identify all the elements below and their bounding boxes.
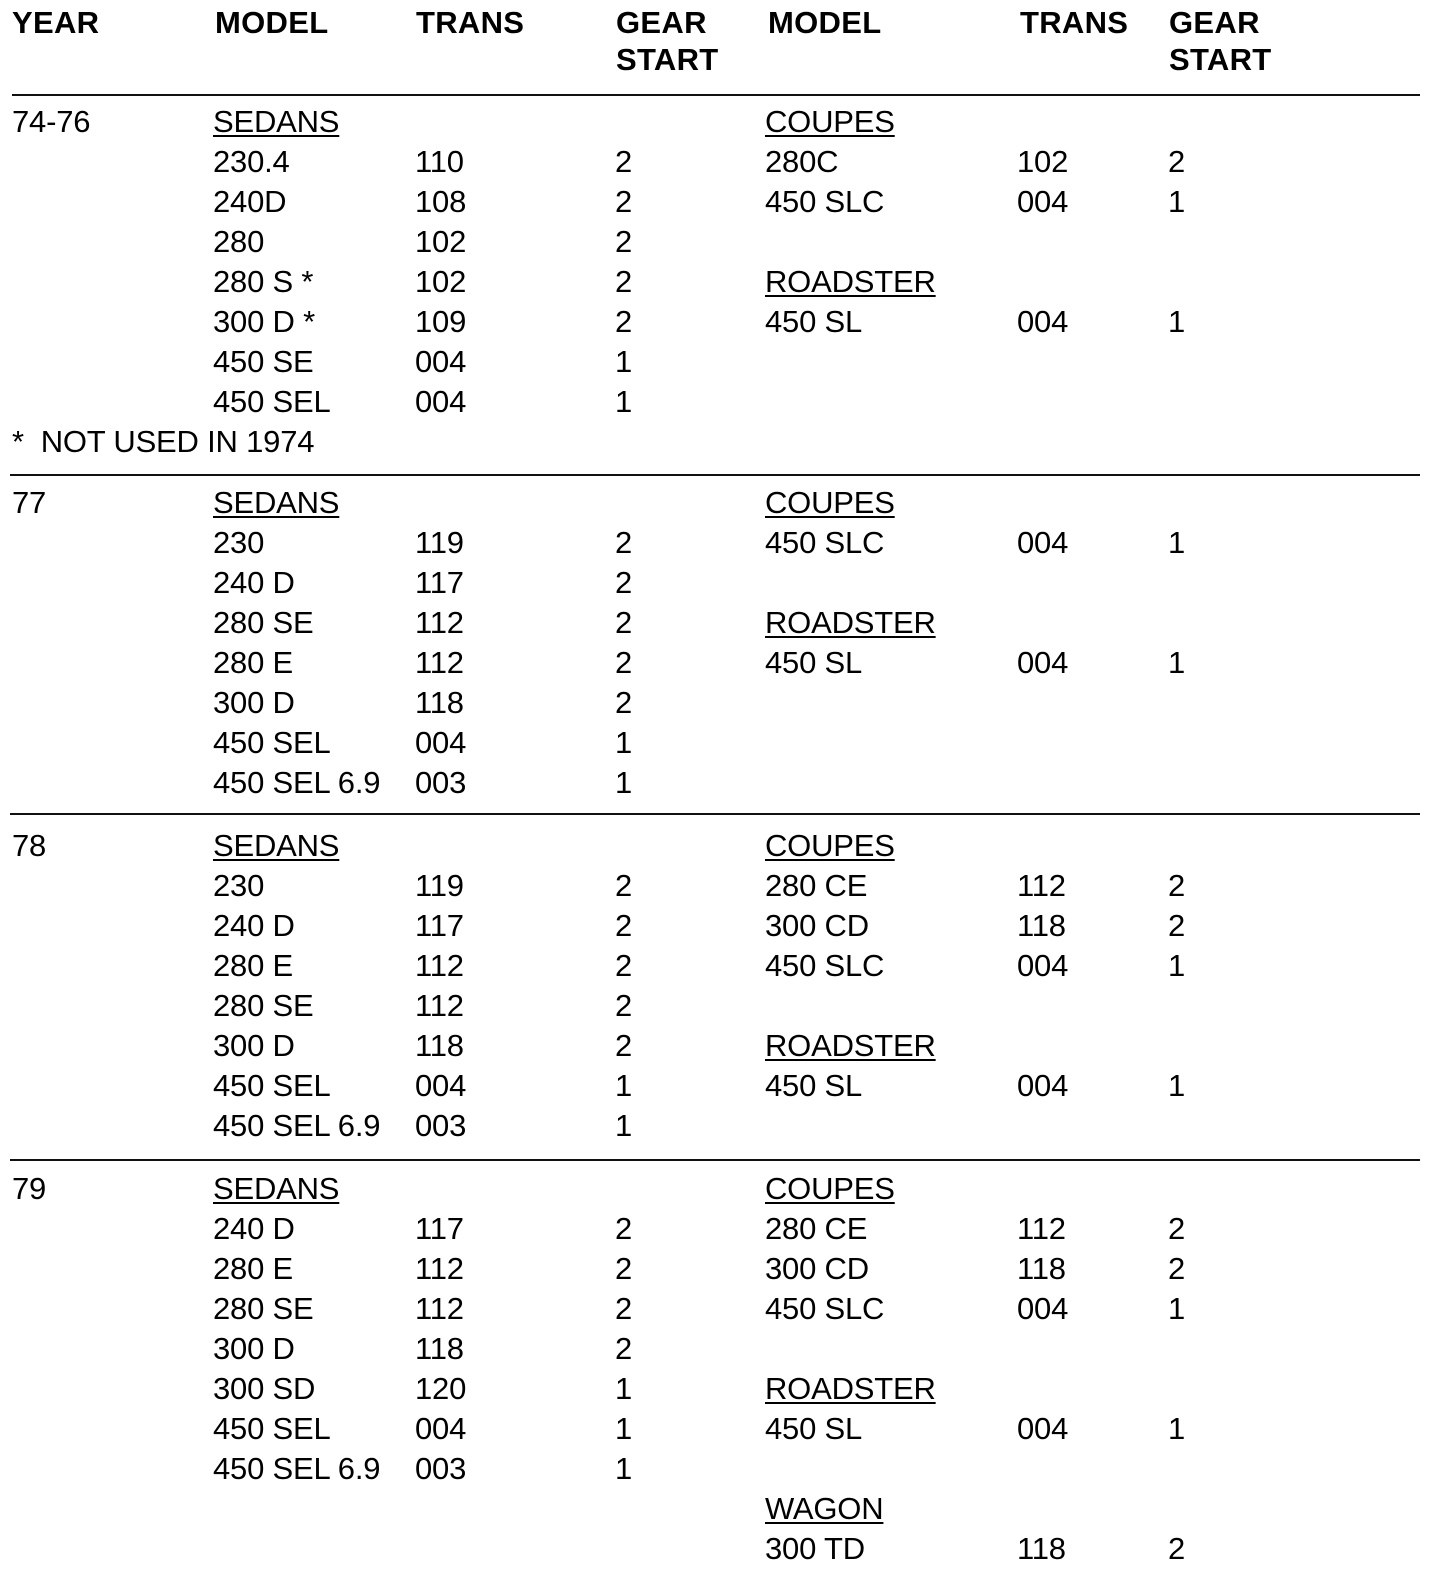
model-cell: 280 SE <box>213 988 314 1023</box>
model-cell: 280 CE <box>765 1211 868 1246</box>
trans-cell: 118 <box>1017 1531 1066 1566</box>
model-cell: 280 E <box>213 948 294 983</box>
model-cell: 280 E <box>213 645 294 680</box>
group-heading: COUPES <box>765 828 895 863</box>
model-cell: 240D <box>213 184 287 219</box>
model-cell: 450 SL <box>765 1411 863 1446</box>
gear-start-cell: 1 <box>1168 948 1186 983</box>
group-heading: ROADSTER <box>765 1371 936 1406</box>
gear-start-cell: 2 <box>1168 908 1186 943</box>
model-cell: 230 <box>213 868 265 903</box>
trans-cell: 118 <box>415 685 464 720</box>
trans-cell: 004 <box>415 725 467 760</box>
trans-cell: 120 <box>415 1371 467 1406</box>
group-heading: SEDANS <box>213 104 340 139</box>
trans-cell: 112 <box>415 988 464 1023</box>
group-heading: COUPES <box>765 1171 895 1206</box>
gear-start-cell: 2 <box>615 565 633 600</box>
gear-start-cell: 1 <box>615 1371 633 1406</box>
header-rule <box>12 94 1420 96</box>
gear-start-cell: 1 <box>615 1108 633 1143</box>
gear-start-cell: 1 <box>1168 304 1186 339</box>
trans-cell: 112 <box>415 645 464 680</box>
section-rule <box>10 813 1420 815</box>
group-heading: ROADSTER <box>765 264 936 299</box>
trans-cell: 108 <box>415 184 467 219</box>
gear-start-cell: 1 <box>1168 1068 1186 1103</box>
model-cell: 300 D <box>213 1028 295 1063</box>
model-cell: 300 D <box>213 685 295 720</box>
trans-cell: 119 <box>415 868 464 903</box>
trans-cell: 102 <box>415 224 467 259</box>
model-cell: 450 SE <box>213 344 314 379</box>
gear-start-cell: 2 <box>615 868 633 903</box>
gear-start-cell: 1 <box>1168 1291 1186 1326</box>
model-cell: 450 SEL <box>213 384 331 419</box>
gear-start-cell: 2 <box>615 908 633 943</box>
trans-cell: 117 <box>415 565 464 600</box>
trans-cell: 112 <box>415 605 464 640</box>
group-heading: COUPES <box>765 485 895 520</box>
gear-start-cell: 1 <box>1168 525 1186 560</box>
gear-start-cell: 2 <box>1168 868 1186 903</box>
header-trans: TRANS <box>416 5 525 40</box>
trans-cell: 004 <box>415 1411 467 1446</box>
trans-cell: 004 <box>1017 645 1069 680</box>
model-cell: 450 SEL 6.9 <box>213 765 381 800</box>
header-gear-start-right: GEAR START <box>1169 5 1272 78</box>
gear-start-cell: 2 <box>615 144 633 179</box>
header-model-right: MODEL <box>768 5 882 40</box>
group-heading: COUPES <box>765 104 895 139</box>
trans-cell: 112 <box>415 1291 464 1326</box>
trans-cell: 102 <box>1017 144 1069 179</box>
trans-cell: 112 <box>415 1251 464 1286</box>
trans-cell: 003 <box>415 1451 467 1486</box>
group-heading: WAGON <box>765 1491 884 1526</box>
group-heading: ROADSTER <box>765 1028 936 1063</box>
section-rule <box>10 1159 1420 1161</box>
trans-cell: 004 <box>1017 184 1069 219</box>
gear-start-cell: 2 <box>615 184 633 219</box>
gear-start-cell: 2 <box>615 525 633 560</box>
gear-start-cell: 2 <box>615 605 633 640</box>
trans-cell: 118 <box>415 1028 464 1063</box>
trans-cell: 004 <box>1017 1291 1069 1326</box>
trans-cell: 004 <box>1017 525 1069 560</box>
gear-start-cell: 2 <box>1168 1211 1186 1246</box>
gear-start-cell: 2 <box>615 1251 633 1286</box>
model-cell: 450 SL <box>765 645 863 680</box>
year-cell: 78 <box>12 828 47 863</box>
model-cell: 280 <box>213 224 265 259</box>
gear-start-cell: 2 <box>615 1211 633 1246</box>
trans-cell: 004 <box>415 384 467 419</box>
trans-cell: 110 <box>415 144 464 179</box>
gear-start-cell: 1 <box>615 1068 633 1103</box>
trans-cell: 003 <box>415 1108 467 1143</box>
trans-cell: 004 <box>1017 304 1069 339</box>
model-cell: 280C <box>765 144 839 179</box>
model-cell: 300 TD <box>765 1531 865 1566</box>
group-heading: SEDANS <box>213 1171 340 1206</box>
gear-start-cell: 2 <box>615 304 633 339</box>
group-heading: ROADSTER <box>765 605 936 640</box>
model-cell: 240 D <box>213 565 295 600</box>
gear-start-cell: 1 <box>1168 1411 1186 1446</box>
group-heading: SEDANS <box>213 828 340 863</box>
model-cell: 450 SEL 6.9 <box>213 1108 381 1143</box>
trans-cell: 119 <box>415 525 464 560</box>
gear-start-cell: 1 <box>615 344 633 379</box>
gear-start-cell: 2 <box>615 264 633 299</box>
gear-start-cell: 1 <box>1168 184 1186 219</box>
gear-start-cell: 1 <box>1168 645 1186 680</box>
gear-start-cell: 2 <box>1168 144 1186 179</box>
model-cell: 450 SEL 6.9 <box>213 1451 381 1486</box>
gear-start-cell: 1 <box>615 1411 633 1446</box>
gear-start-cell: 2 <box>615 1028 633 1063</box>
gear-start-cell: 2 <box>615 1291 633 1326</box>
model-cell: 450 SLC <box>765 1291 885 1326</box>
gear-start-cell: 1 <box>615 1451 633 1486</box>
model-cell: 450 SLC <box>765 184 885 219</box>
model-cell: 230 <box>213 525 265 560</box>
gear-start-cell: 2 <box>615 1331 633 1366</box>
gear-start-cell: 2 <box>615 645 633 680</box>
year-cell: 79 <box>12 1171 47 1206</box>
model-cell: 280 SE <box>213 605 314 640</box>
trans-cell: 112 <box>415 948 464 983</box>
trans-cell: 004 <box>1017 948 1069 983</box>
model-cell: 280 E <box>213 1251 294 1286</box>
model-cell: 230.4 <box>213 144 290 179</box>
trans-cell: 118 <box>1017 1251 1066 1286</box>
trans-cell: 118 <box>1017 908 1066 943</box>
model-cell: 450 SEL <box>213 725 331 760</box>
footnote: * NOT USED IN 1974 <box>12 424 315 459</box>
gear-start-cell: 1 <box>615 384 633 419</box>
model-cell: 300 CD <box>765 1251 869 1286</box>
gear-start-cell: 1 <box>615 765 633 800</box>
model-cell: 240 D <box>213 1211 295 1246</box>
gear-start-cell: 2 <box>615 988 633 1023</box>
trans-cell: 004 <box>1017 1068 1069 1103</box>
trans-cell: 004 <box>1017 1411 1069 1446</box>
trans-cell: 117 <box>415 908 464 943</box>
model-cell: 300 CD <box>765 908 869 943</box>
model-cell: 450 SEL <box>213 1411 331 1446</box>
header-gear-start: GEAR START <box>616 5 719 78</box>
gear-start-cell: 2 <box>615 224 633 259</box>
year-cell: 74-76 <box>12 104 91 139</box>
model-cell: 450 SL <box>765 304 863 339</box>
trans-cell: 112 <box>1017 868 1066 903</box>
model-cell: 450 SEL <box>213 1068 331 1103</box>
model-cell: 280 S * <box>213 264 314 299</box>
header-year: YEAR <box>12 5 100 40</box>
trans-cell: 117 <box>415 1211 464 1246</box>
section-rule <box>10 474 1420 476</box>
trans-cell: 004 <box>415 1068 467 1103</box>
model-cell: 450 SLC <box>765 948 885 983</box>
gear-start-cell: 2 <box>1168 1251 1186 1286</box>
header-trans-right: TRANS <box>1020 5 1129 40</box>
group-heading: SEDANS <box>213 485 340 520</box>
header-model: MODEL <box>215 5 329 40</box>
gear-start-cell: 2 <box>1168 1531 1186 1566</box>
model-cell: 300 D * <box>213 304 315 339</box>
gear-start-cell: 2 <box>615 948 633 983</box>
trans-cell: 109 <box>415 304 467 339</box>
trans-cell: 102 <box>415 264 467 299</box>
trans-cell: 118 <box>415 1331 464 1366</box>
model-cell: 300 SD <box>213 1371 316 1406</box>
trans-cell: 003 <box>415 765 467 800</box>
model-cell: 280 CE <box>765 868 868 903</box>
model-cell: 240 D <box>213 908 295 943</box>
gear-start-cell: 2 <box>615 685 633 720</box>
model-cell: 450 SLC <box>765 525 885 560</box>
trans-cell: 112 <box>1017 1211 1066 1246</box>
model-cell: 450 SL <box>765 1068 863 1103</box>
gear-start-cell: 1 <box>615 725 633 760</box>
model-cell: 280 SE <box>213 1291 314 1326</box>
year-cell: 77 <box>12 485 47 520</box>
trans-cell: 004 <box>415 344 467 379</box>
model-cell: 300 D <box>213 1331 295 1366</box>
